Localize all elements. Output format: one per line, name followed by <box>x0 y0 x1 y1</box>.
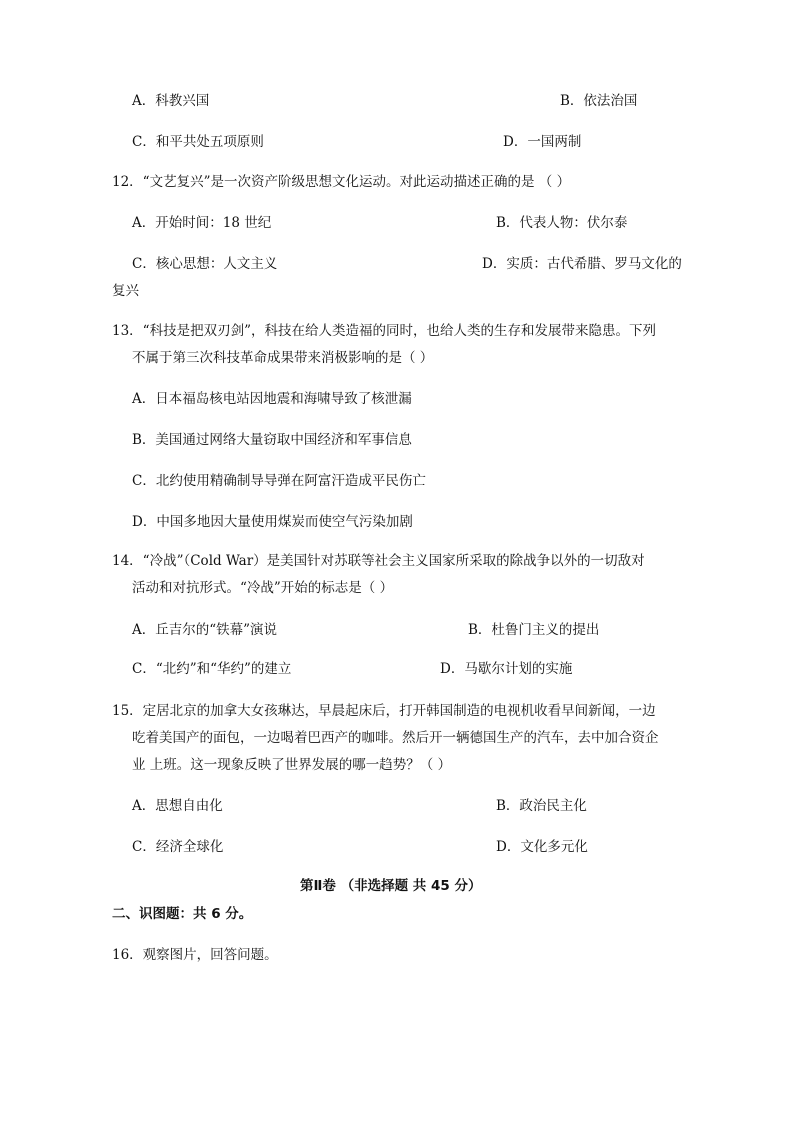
q15-option-d: D．文化多元化 <box>496 839 588 855</box>
q11-option-a: A．科教兴国 <box>132 93 210 109</box>
q13-stem-line1: 13．“科技是把双刃剑”，科技在给人类造福的同时，也给人类的生存和发展带来隐患。下列 <box>112 323 656 339</box>
q13-stem-line2: 不属于第三次科技革命成果带来消极影响的是（ ） <box>132 350 434 366</box>
q15-option-b: B．政治民主化 <box>496 798 587 814</box>
q15-stem-line3: 业 上班。这一现象反映了世界发展的哪一趋势？（ ） <box>132 757 452 773</box>
q12-option-c: C．核心思想：人文主义 <box>132 256 278 272</box>
q16-stem: 16．观察图片，回答问题。 <box>112 947 278 963</box>
q15-stem-line1: 15．定居北京的加拿大女孩琳达，早晨起床后，打开韩国制造的电视机收看早间新闻，一边 <box>112 703 656 719</box>
part2-title: 第Ⅱ卷 （非选择题 共 45 分） <box>300 878 482 894</box>
q14-option-a: A．丘吉尔的“铁幕”演说 <box>132 622 278 638</box>
q11-option-d: D．一国两制 <box>503 134 582 150</box>
q15-stem-line2: 吃着美国产的面包，一边喝着巴西产的咖啡。然后开一辆德国生产的汽车，去中加合资企 <box>132 730 659 746</box>
q11-option-b: B．依法治国 <box>560 93 638 109</box>
q13-option-c: C．北约使用精确制导导弹在阿富汗造成平民伤亡 <box>132 473 426 489</box>
q12-stem: 12．“文艺复兴”是一次资产阶级思想文化运动。对此运动描述正确的是 （ ） <box>112 174 571 190</box>
q15-option-a: A．思想自由化 <box>132 798 223 814</box>
q15-option-c: C．经济全球化 <box>132 839 224 855</box>
q11-option-c: C．和平共处五项原则 <box>132 134 264 150</box>
q12-option-d-continued: 复兴 <box>112 283 139 299</box>
q12-option-d: D．实质：古代希腊、罗马文化的 <box>482 256 682 272</box>
q13-option-b: B．美国通过网络大量窃取中国经济和军事信息 <box>132 432 412 448</box>
q14-option-c: C．“北约”和“华约”的建立 <box>132 661 292 677</box>
q12-option-a: A．开始时间：18 世纪 <box>132 215 272 231</box>
q14-stem-line1: 14．“冷战”（Cold War）是美国针对苏联等社会主义国家所采取的除战争以外的一切敌对 <box>112 553 645 569</box>
q14-option-d: D．马歇尔计划的实施 <box>440 661 573 677</box>
q13-option-a: A．日本福岛核电站因地震和海啸导致了核泄漏 <box>132 391 412 407</box>
q13-option-d: D．中国多地因大量使用煤炭而使空气污染加剧 <box>132 514 413 530</box>
section-2-heading: 二、识图题：共 6 分。 <box>112 906 253 922</box>
q12-option-b: B．代表人物：伏尔泰 <box>496 215 628 231</box>
q14-option-b: B．杜鲁门主义的提出 <box>468 622 600 638</box>
q14-stem-line2: 活动和对抗形式。“冷战”开始的标志是（ ） <box>132 580 394 596</box>
